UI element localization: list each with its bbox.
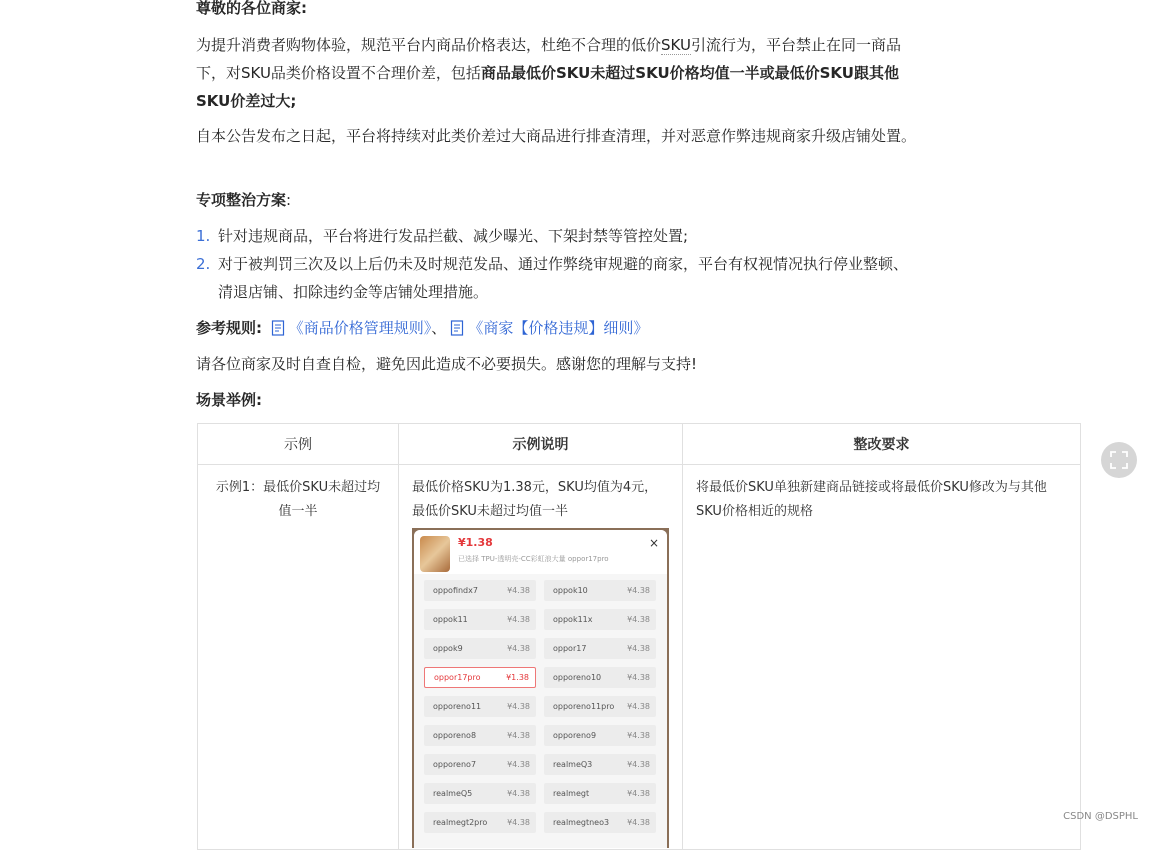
link-price-violation-details[interactable]: 《商家【价格违规】细则》	[446, 319, 648, 337]
intro-bold-rule: 商品最低价SKU未超过SKU价格均值一半或最低价SKU跟其他SKU价差过大;	[196, 64, 899, 110]
col-example: 示例	[198, 424, 399, 465]
sku-option: oppok10 ¥4.38	[544, 580, 656, 601]
selected-price: ¥1.38	[458, 536, 493, 549]
sku-option: realmeQ5 ¥4.38	[424, 783, 536, 804]
sku-option: realmeQ3 ¥4.38	[544, 754, 656, 775]
scene-heading: 场景举例:	[196, 391, 262, 409]
doc-icon	[271, 320, 285, 336]
plan-item: 2. 对于被判罚三次及以上后仍未及时规范发品、通过作弊绕审规避的商家，平台有权视情况执行停业整顿、清退店铺、扣除违约金等店铺处理措施。	[196, 255, 909, 301]
greeting-heading: 尊敬的各位商家:	[196, 0, 307, 17]
doc-icon	[450, 320, 464, 336]
sku-option: opporeno11 ¥4.38	[424, 696, 536, 717]
sku-option: opporeno11pro ¥4.38	[544, 696, 656, 717]
product-thumbnail	[420, 536, 450, 572]
fullscreen-icon	[1110, 451, 1128, 469]
description-cell: 最低价格SKU为1.38元，SKU均值为4元，最低价SKU未超过均值一半	[412, 480, 658, 519]
sku-option: oppor17 ¥4.38	[544, 638, 656, 659]
reference-rules: 参考规则: 《商品价格管理规则》、 《商家【价格违规】细则》	[196, 319, 649, 337]
sku-option: realmegt ¥4.38	[544, 783, 656, 804]
notice-paragraph: 自本公告发布之日起，平台将持续对此类价差过大商品进行排查清理，并对恶意作弊违规商家升级店铺处置。	[196, 127, 917, 145]
sku-screenshot	[412, 528, 669, 848]
scene-table	[197, 423, 1081, 850]
sku-option: opporeno10 ¥4.38	[544, 667, 656, 688]
sku-option: realmegt2pro ¥4.38	[424, 812, 536, 833]
plan-heading: 专项整治方案:	[196, 191, 292, 209]
sku-option: opporeno9 ¥4.38	[544, 725, 656, 746]
sku-option: opporeno8 ¥4.38	[424, 725, 536, 746]
sku-option: oppor17pro ¥1.38	[424, 667, 536, 688]
sku-option: oppok9 ¥4.38	[424, 638, 536, 659]
plan-item: 1. 针对违规商品，平台将进行发品拦截、减少曝光、下架封禁等管控处置;	[196, 227, 689, 245]
closing-paragraph: 请各位商家及时自查自检，避免因此造成不必要损失。感谢您的理解与支持!	[196, 355, 698, 373]
sku-option: oppok11x ¥4.38	[544, 609, 656, 630]
sku-option: realmegtneo3 ¥4.38	[544, 812, 656, 833]
sku-option: oppok11 ¥4.38	[424, 609, 536, 630]
sku-option: opporeno7 ¥4.38	[424, 754, 536, 775]
close-icon: ×	[648, 536, 659, 550]
link-price-management-rules[interactable]: 《商品价格管理规则》	[267, 319, 432, 337]
sku-option: oppofindx7 ¥4.38	[424, 580, 536, 601]
watermark: CSDN @DSPHL	[1063, 811, 1138, 822]
col-description: 示例说明	[399, 424, 683, 465]
table-header-row	[198, 424, 1081, 465]
fullscreen-button[interactable]	[1101, 442, 1137, 478]
selected-spec: 已选择 TPU-透明壳-CC彩虹浪大量 oppor17pro	[458, 555, 609, 563]
plan-list	[196, 222, 916, 306]
table-row	[198, 465, 1081, 850]
example-cell: 示例1：最低价SKU未超过均值一半	[215, 480, 381, 519]
requirement-cell: 将最低价SKU单独新建商品链接或将最低价SKU修改为与其他SKU价格相近的规格	[696, 480, 1047, 519]
col-requirement: 整改要求	[683, 424, 1081, 465]
intro-paragraph: 为提升消费者购物体验，规范平台内商品价格表达，杜绝不合理的低价SKU引流行为，平台禁止在同一商品下，对SKU品类价格设置不合理价差，包括商品最低价SKU未超过SKU价格均值一半或最低价SKU跟其他SKU价差过大;	[196, 36, 901, 110]
